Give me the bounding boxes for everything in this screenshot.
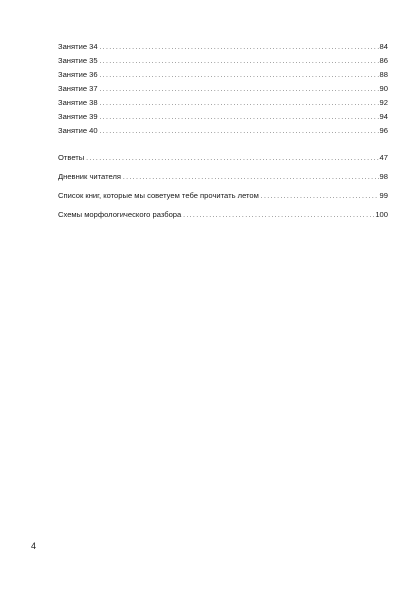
toc-entry-page: 94 [379, 112, 388, 121]
toc-entry[interactable] [58, 205, 388, 224]
toc-leader-dots [261, 188, 379, 207]
toc-entry[interactable] [58, 40, 388, 54]
toc-entry-label: Занятие 40 [58, 126, 98, 135]
toc-entry-page: 99 [379, 191, 388, 200]
toc-entry-page: 86 [379, 56, 388, 65]
toc-entry[interactable] [58, 68, 388, 82]
toc-entry-label: Занятие 38 [58, 98, 98, 107]
toc-leader-dots [86, 150, 378, 169]
toc-entry-page: 88 [379, 70, 388, 79]
toc-leader-dots [100, 97, 379, 111]
toc-entry-page: 92 [379, 98, 388, 107]
toc-entry[interactable] [58, 124, 388, 138]
toc-entry-page: 100 [375, 210, 388, 219]
toc-entry[interactable] [58, 186, 388, 205]
toc-entry-label: Ответы [58, 153, 85, 162]
toc-entry[interactable] [58, 167, 388, 186]
toc-entry-page: 90 [379, 84, 388, 93]
page-number: 4 [31, 541, 37, 551]
toc-entry-label: Схемы морфологического разбора [58, 210, 182, 219]
toc-entry-label: Занятие 37 [58, 84, 98, 93]
toc-entry-label: Занятие 35 [58, 56, 98, 65]
toc-entry-label: Дневник читателя [58, 172, 122, 181]
toc-entry-label: Занятие 34 [58, 42, 98, 51]
toc-entry-label: Занятие 36 [58, 70, 98, 79]
toc-leader-dots [100, 41, 379, 55]
toc-entry-page: 84 [379, 42, 388, 51]
toc-leader-dots [100, 125, 379, 139]
toc-leader-dots [183, 207, 374, 226]
toc-entry-page: 98 [379, 172, 388, 181]
toc-entry[interactable] [58, 96, 388, 110]
toc-leader-dots [100, 55, 379, 69]
toc-entry-page: 96 [379, 126, 388, 135]
toc-entry[interactable] [58, 110, 388, 124]
table-of-contents [58, 40, 388, 224]
toc-leader-dots [100, 69, 379, 83]
toc-entry[interactable] [58, 54, 388, 68]
toc-entry-label: Занятие 39 [58, 112, 98, 121]
toc-entry[interactable] [58, 148, 388, 167]
section-spacer [58, 138, 388, 148]
toc-leader-dots [100, 111, 379, 125]
toc-entry[interactable] [58, 82, 388, 96]
toc-leader-dots [100, 83, 379, 97]
toc-entry-label: Список книг, которые мы советуем тебе прочитать летом [58, 191, 259, 200]
toc-entry-page: 47 [379, 153, 388, 162]
